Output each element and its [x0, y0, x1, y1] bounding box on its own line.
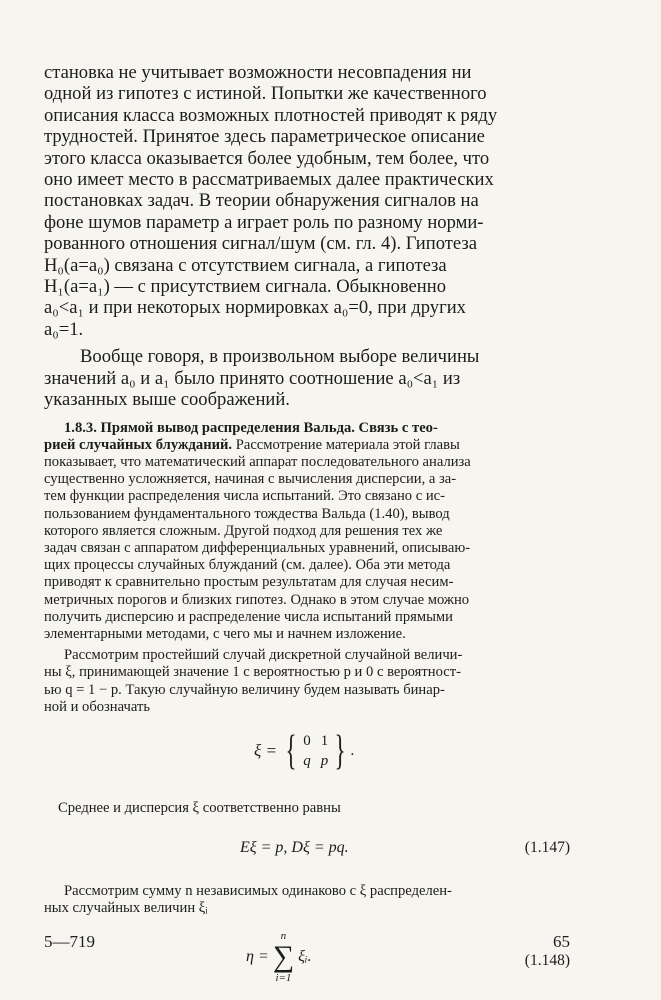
matrix-cell: 1 [320, 732, 329, 749]
matrix-cell: q [303, 752, 311, 769]
sum-upper-limit: n [280, 929, 287, 942]
text-line: ью q = 1 − p. Такую случайную величину будем называть бинар- [44, 681, 445, 698]
text-line: становка не учитывает возможности несовпадения ни [44, 62, 472, 83]
text-line: задач связан с аппаратом дифференциальных уравнений, описываю- [44, 539, 471, 556]
text-line: трудностей. Принятое здесь параметрическое описание [44, 126, 485, 148]
page-number: 65 [553, 932, 570, 951]
text-line: a₀=1. [44, 318, 84, 340]
text-line: H₀(a=a₀) связана с отсутствием сигнала, а гипотеза [44, 254, 447, 276]
section-para-first-line: Рассмотрение материала этой главы [232, 436, 460, 453]
text-line: постановках задач. В теории обнаружения сигналов на [44, 190, 479, 212]
text-line: которого является сложным. Другой подход для решения тех же [44, 522, 443, 539]
text-line: указанных выше соображений. [44, 389, 290, 411]
summation [273, 930, 294, 984]
binary-matrix-formula [44, 727, 566, 780]
eq147-expression: Eξ = p, Dξ = pq. [240, 839, 349, 857]
text-line: получить дисперсию и распределение числа испытаний прямыми [44, 608, 453, 625]
eq148-lhs: η = [246, 947, 269, 965]
text-line: показывает, что математический аппарат последовательного анализа [44, 453, 471, 470]
text-line: тем функции распределения числа испытаний. Это связано с ис- [44, 488, 446, 505]
text-line: метричных порогов и близких гипотез. Однако в этом случае можно [44, 591, 470, 608]
text-line: существенно усложняется, начиная с вычисления дисперсии, а за- [44, 471, 457, 488]
text-line: щих процессы случайных блужданий (см. далее). Оба эти метода [44, 557, 451, 574]
section-heading-text: 1.8.3. Прямой вывод распределения Вальда. Связь с тео- [64, 419, 438, 436]
matrix-dot: . [350, 741, 355, 759]
text-line: описания класса возможных плотностей приводят к ряду [44, 104, 498, 126]
text-line: элементарными методами, с чего мы и начнем изложение. [44, 625, 406, 642]
text-line: пользованием фундаментального тождества Вальда (1.40), вывод [44, 505, 450, 522]
sigma-symbol: ∑ [272, 939, 295, 973]
equation-1-148 [44, 929, 570, 1000]
sum-paragraph [44, 883, 566, 917]
section-heading-line1 [44, 420, 566, 437]
matrix-cell: p [320, 752, 329, 769]
matrix-body [303, 731, 328, 771]
paragraph-2 [44, 346, 566, 410]
text-line: Рассмотрим простейший случай дискретной случайной величи- [64, 647, 463, 664]
matrix-cell: 0 [303, 732, 311, 749]
equation-1-147 [44, 839, 570, 863]
text-line: Рассмотрим сумму n независимых одинаково с ξ распределен- [64, 883, 452, 900]
matrix-lhs: ξ = [254, 740, 278, 760]
text-line: a₀<a₁ и при некоторых нормировках a₀=0, при других [44, 297, 466, 319]
sum-lower-limit: i=1 [275, 971, 292, 984]
eq147-number: (1.147) [524, 839, 570, 857]
section-heading-text-2: рией случайных блужданий. [44, 436, 233, 453]
text-line: H₁(a=a₁) — с присутствием сигнала. Обыкновенно [44, 276, 446, 298]
page-body [44, 62, 570, 1000]
text-line: оно имеет место в рассматриваемых далее практических [44, 169, 494, 191]
text-line: значений a₀ и a₁ было принято соотношение a₀<a₁ из [44, 367, 461, 389]
text-line: Вообще говоря, в произвольном выборе величины [80, 346, 480, 368]
paragraph-1 [44, 62, 566, 340]
text-line: приводят к сравнительно простым результатам для случая несим- [44, 574, 454, 591]
text-line: этого класса оказывается более удобным, тем более, что [44, 147, 490, 169]
consider-paragraph [44, 647, 566, 716]
text-line: рованного отношения сигнал/шум (см. гл. 4). Гипотеза [44, 233, 477, 255]
text-line: ны ξ, принимающей значение 1 с вероятностью p и 0 с вероятност- [44, 664, 461, 681]
section-1-8-3 [44, 420, 566, 644]
text-line: фоне шумов параметр a играет роль по разному норми- [44, 211, 484, 233]
text-line: ных случайных величин ξᵢ [44, 900, 208, 917]
eq148-rhs: ξᵢ. [298, 947, 312, 965]
text-line: ной и обозначать [44, 698, 150, 715]
section-heading-line2 [44, 437, 566, 454]
signature-mark: 5—719 [44, 932, 95, 951]
mean-text-line: Среднее и дисперсия ξ соответственно равны [58, 799, 341, 816]
mean-text [44, 800, 566, 817]
left-brace: { [285, 727, 297, 774]
right-brace: } [334, 727, 346, 774]
text-line: одной из гипотез с истиной. Попытки же качественного [44, 83, 487, 105]
eq148-number: (1.148) [524, 951, 570, 969]
